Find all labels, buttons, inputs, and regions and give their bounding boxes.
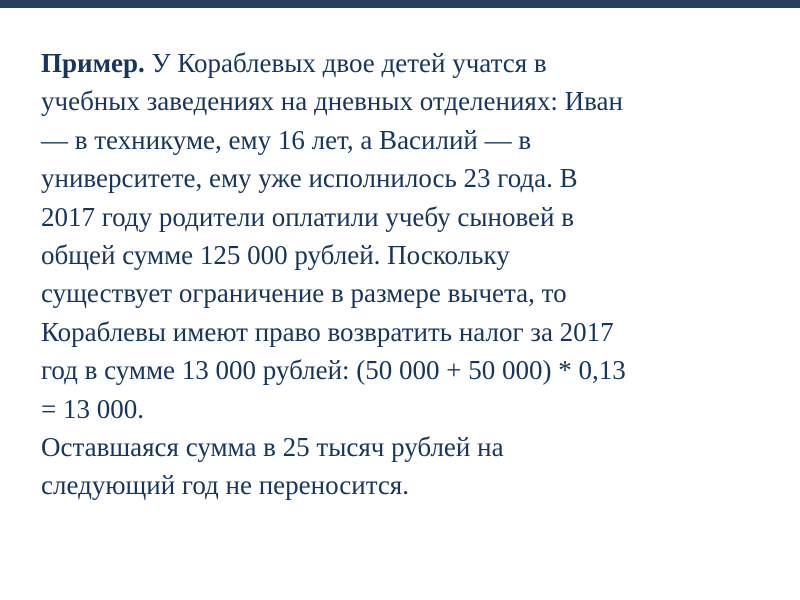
- slide-body: [41, 44, 781, 505]
- example-line-9: год в сумме 13 000 рублей: (50 000 + 50 000) * 0,13: [41, 355, 626, 386]
- top-accent-bar: [0, 0, 800, 8]
- example-line-1: [41, 44, 781, 82]
- example-line-3: — в техникуме, ему 16 лет, а Василий — в: [41, 124, 532, 155]
- example-line-7: существует ограничение в размере вычета, то: [41, 278, 567, 309]
- example-line-6: общей сумме 125 000 рублей. Поскольку: [41, 239, 510, 270]
- example-lead: Пример.: [41, 48, 145, 78]
- example-line-5: 2017 году родители оплатили учебу сыновей в: [41, 201, 574, 232]
- note-line-2: следующий год не переносится.: [41, 470, 409, 501]
- note-line-1: Оставшаяся сумма в 25 тысяч рублей на: [41, 431, 504, 462]
- example-line-2: учебных заведениях на дневных отделениях: Иван: [41, 86, 623, 117]
- example-line-10: = 13 000.: [41, 393, 144, 424]
- example-line-4: университете, ему уже исполнилось 23 года. В: [41, 163, 578, 194]
- example-line-8: Кораблевы имеют право возвратить налог за 2017: [41, 316, 614, 347]
- example-text: У Кораблевых двое детей учатся в: [144, 48, 547, 78]
